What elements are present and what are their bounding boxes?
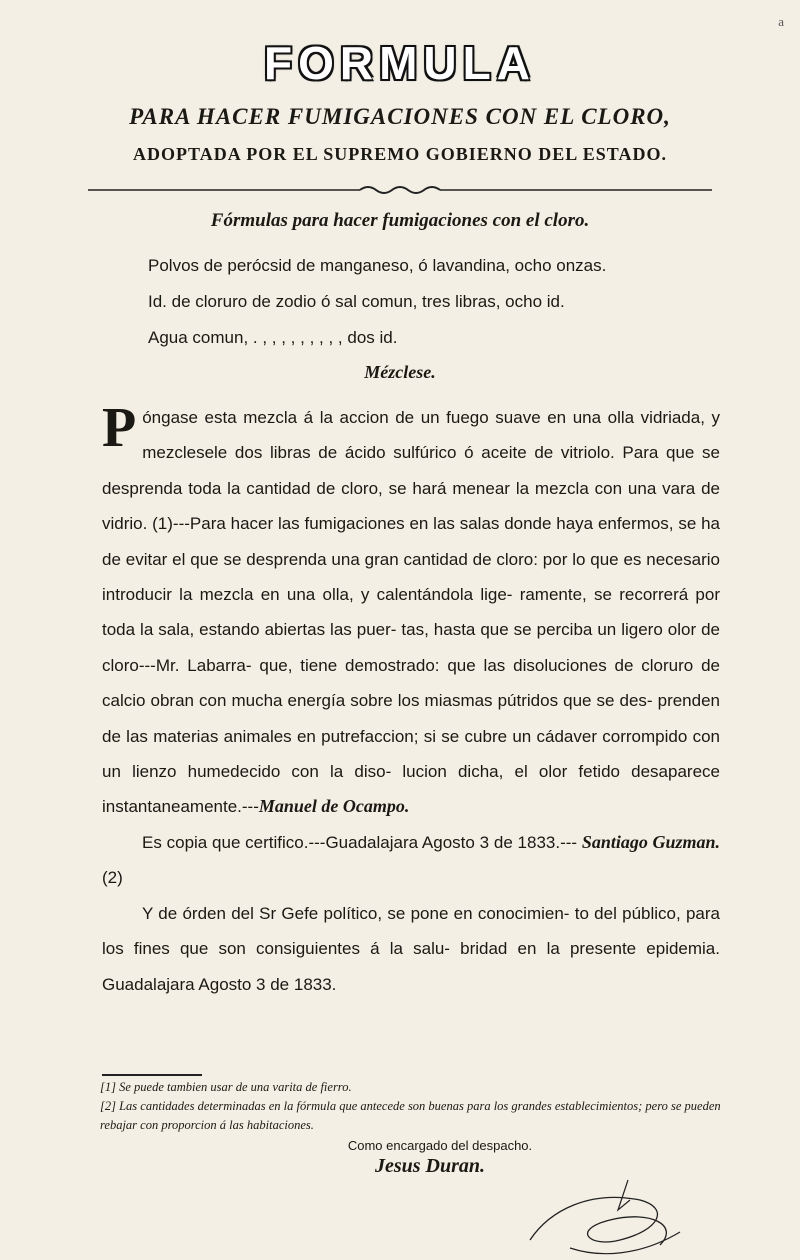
footnote: [1] Se puede tambien usar de una varita de fierro.: [100, 1080, 352, 1094]
body-text: [102, 397, 720, 1002]
mix-instruction: Mézclese.: [364, 362, 436, 382]
corner-mark: a: [778, 14, 784, 29]
paragraph-text: Es copia que certifico.---Guadalajara Agosto 3 de 1833.---: [142, 832, 578, 852]
footnote-ref: (2): [102, 868, 123, 888]
formula-line: Id. de cloruro de zodio ó sal comun, tres libras, ocho id.: [148, 292, 565, 311]
paragraph-certification: [102, 825, 720, 896]
signatory-name: Manuel de Ocampo.: [258, 796, 410, 817]
section-heading: Fórmulas para hacer fumigaciones con el cloro.: [210, 210, 590, 231]
signature-flourish-icon: [510, 1170, 710, 1260]
signature-caption: Como encargado del despacho.: [347, 1138, 533, 1153]
ornamental-rule: [88, 182, 712, 198]
formula-line: Polvos de perócsid de manganeso, ó lavandina, ocho onzas.: [148, 256, 607, 275]
page-title: FORMULA: [264, 37, 536, 89]
subtitle-secondary: ADOPTADA POR EL SUPREMO GOBIERNO DEL ESTADO.: [133, 144, 667, 164]
footnote-divider: [102, 1074, 202, 1076]
subtitle: PARA HACER FUMIGACIONES CON EL CLORO,: [129, 104, 671, 129]
footnotes: [100, 1078, 740, 1135]
signature-name: Jesus Duran.: [374, 1155, 486, 1177]
paragraph-text: óngase esta mezcla á la accion de un fuego suave en una olla vidriada, y mezclesele dos libras de ácido sulfúrico ó aceite de vitriolo. Para que se desprenda toda la cantidad de cloro, se hará menear la mezcla con una vara de vidrio. (1)---Para hacer las fumigaciones en las salas donde haya enfermos, se ha de evitar el que se desprenda una gran cantidad de cloro: por lo que es necesario introducir la mezcla en una olla, y calentándola lige- ramente, se recorrerá por toda la sala, estando abiertas las puer- tas, hasta que se perciba un ligero olor de cloro---Mr. Labarra- que, tiene demostrado: que las disoluciones de cloruro de calcio obran con mucha energía sobre los miasmas pútridos que se des- prenden de las materias animales en putrefaccion; si se cubre un cádaver corrompido con un lienzo humedecido con la diso- lucion dicha, el olor fetido desaparece instantaneamente.---: [102, 408, 720, 817]
formula-line: Agua comun, . , , , , , , , , , dos id.: [148, 328, 398, 347]
footnote: [2] Las cantidades determinadas en la fórmula que antecede son buenas para los grandes establecimientos; pero se pueden rebajar con proporcion á las habitaciones.: [100, 1099, 721, 1132]
drop-cap: P: [102, 397, 137, 459]
paragraph-instructions: [102, 397, 720, 825]
signatory-name: Santiago Guzman.: [581, 831, 720, 852]
paragraph-order: [102, 896, 720, 1002]
paragraph-text: Y de órden del Sr Gefe político, se pone en conocimien- to del público, para los fines que son consiguientes á la salu- bridad en la presente epidemia. Guadalajara Agosto 3 de 1833.: [102, 903, 720, 994]
